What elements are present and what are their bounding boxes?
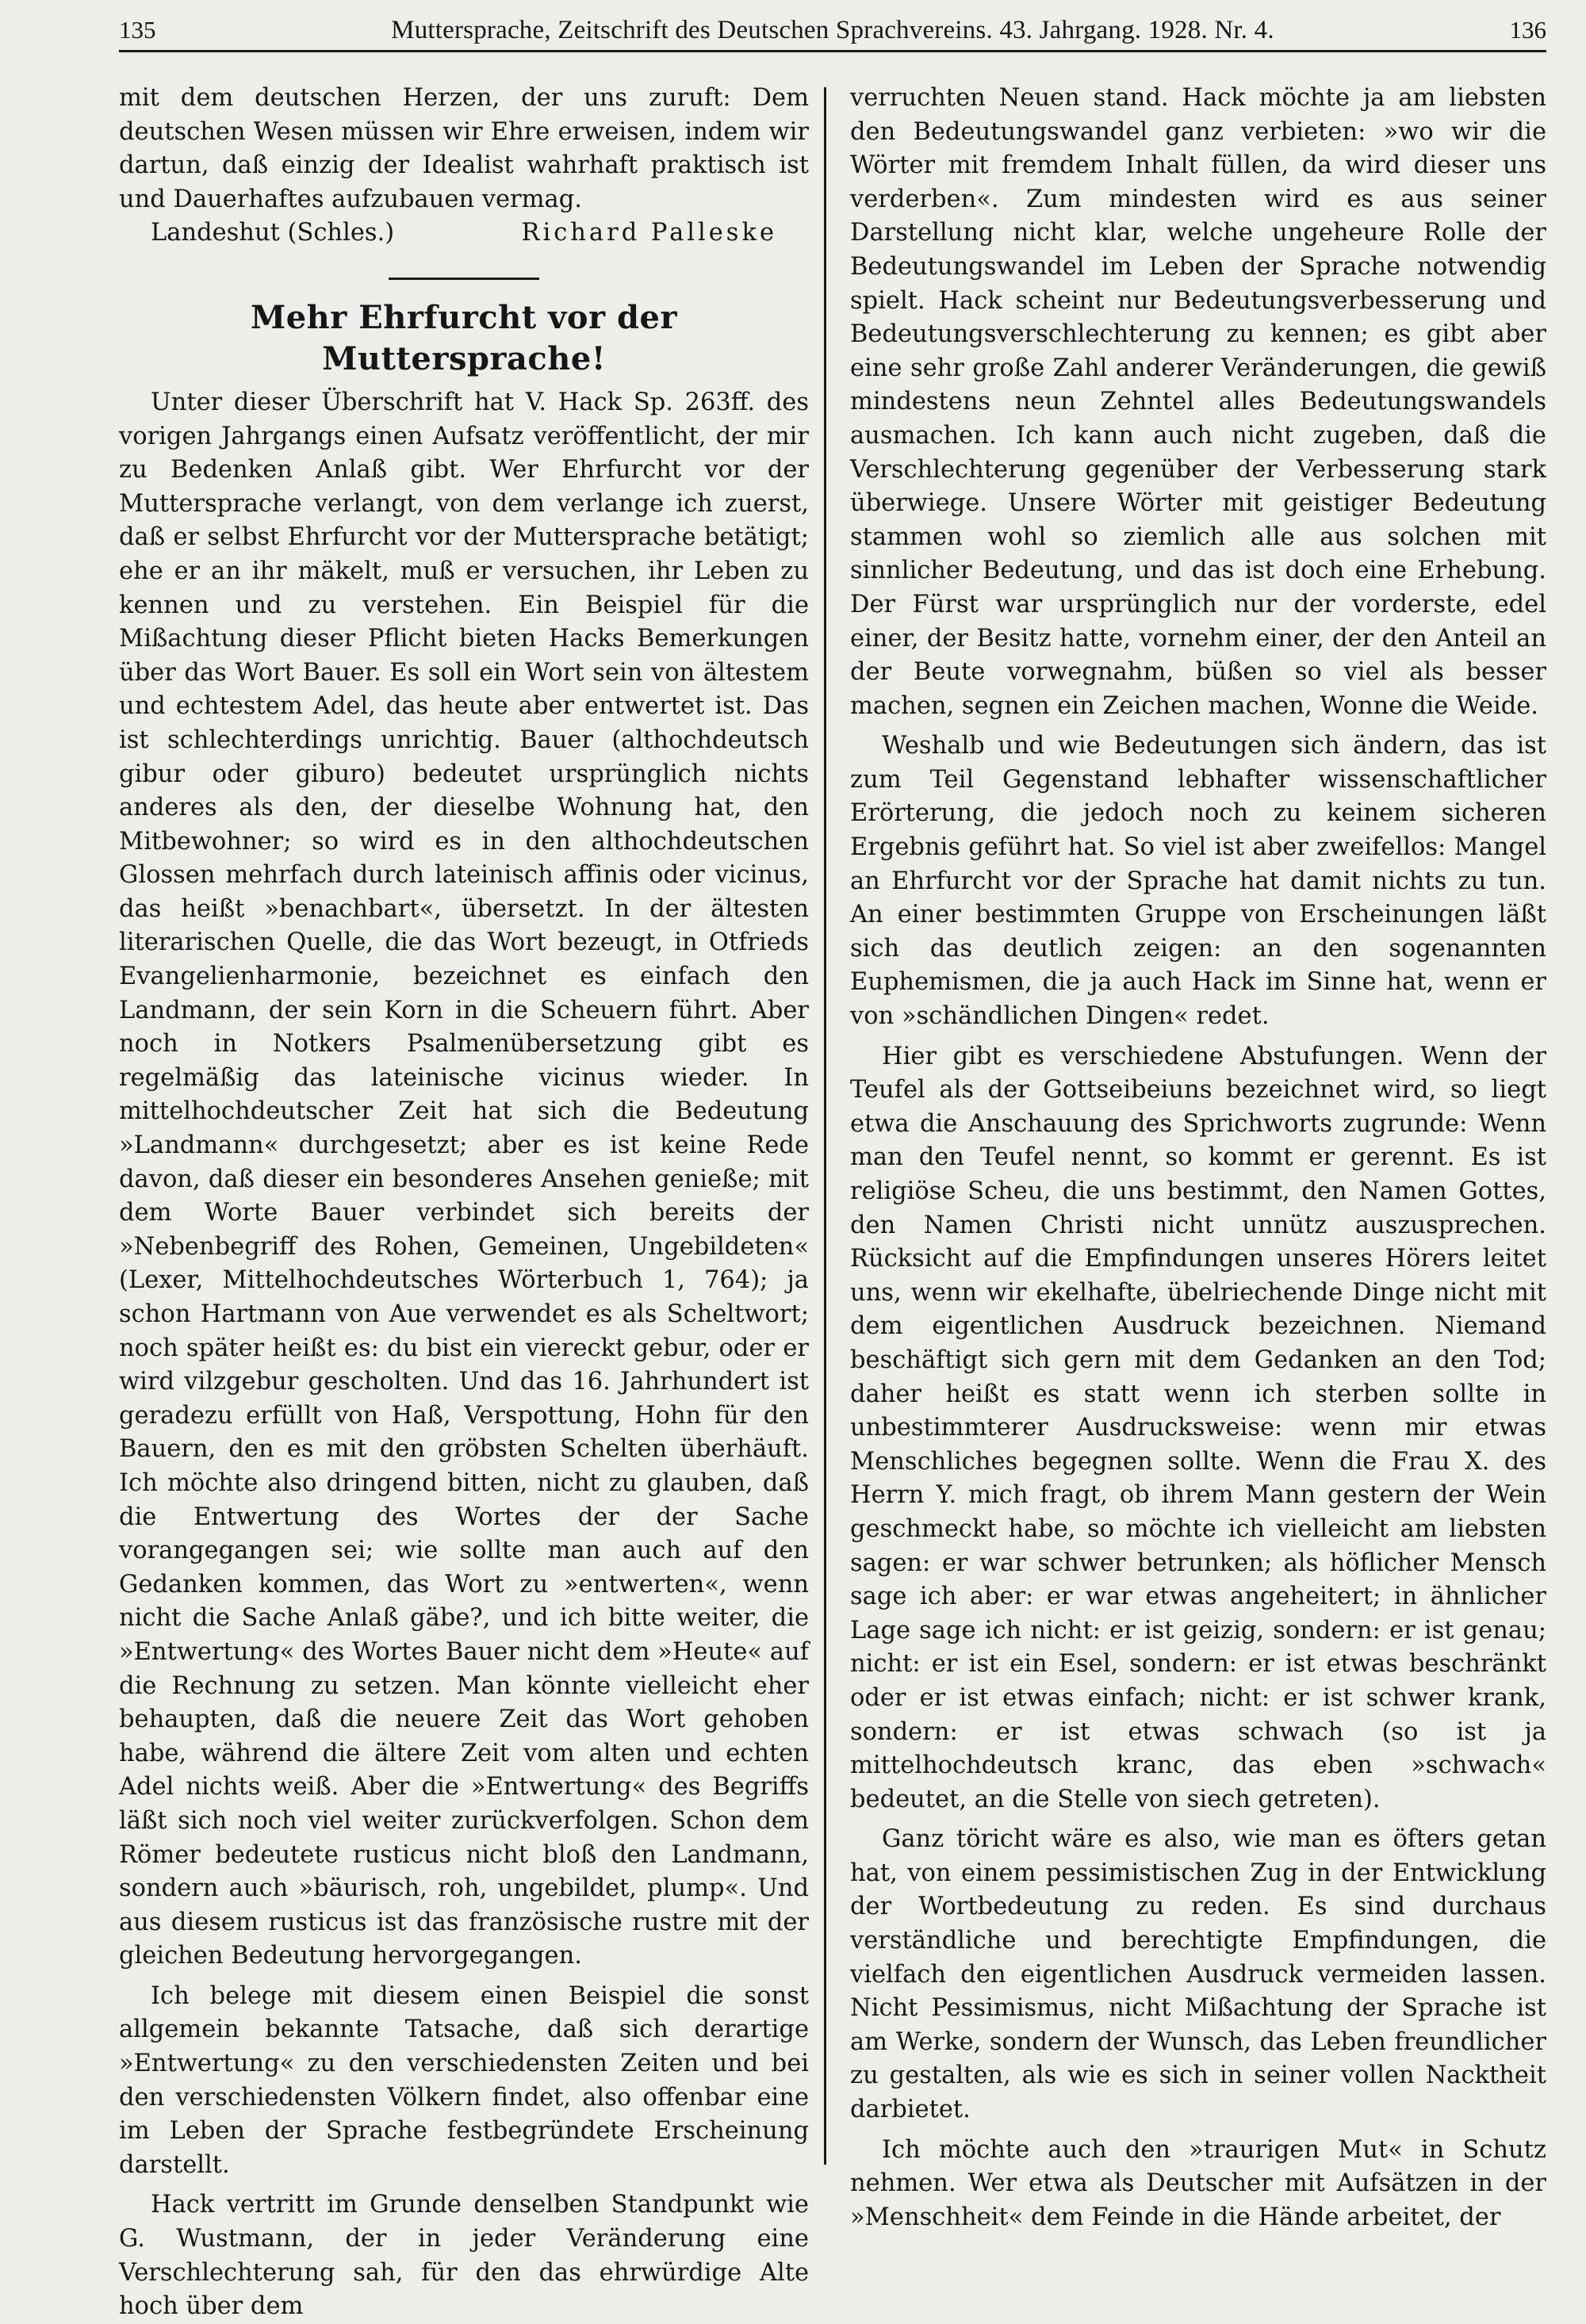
right-paragraph-5: Ich möchte auch den »traurigen Mut« in Schutz nehmen. Wer etwa als Deutscher mit Aufsätzen in der »Menschheit« dem Feinde in die Hände arbeitet, der <box>850 2135 1546 2231</box>
page-header <box>119 10 1546 51</box>
article-paragraph-3: Hack vertritt im Grunde denselben Standpunkt wie G. Wustmann, der in jeder Veränderung eine Verschlechterung sah, für den das ehrwürdige Alte hoch über dem <box>119 2191 809 2321</box>
right-paragraph-1: verruchten Neuen stand. Hack möchte ja am liebsten den Bedeutungswandel ganz verbieten: »wo wir die Wörter mit fremdem Inhalt füllen, da wird dieser uns verderben«. Zum mindesten wird es aus seiner Darstellung nicht klar, welche ungeheure Rolle der Bedeutungswandel im Leben der Sprache notwendig spielt. Hack scheint nur Bedeutungsverbesserung und Bedeutungsverschlechterung zu kennen; es gibt aber eine sehr große Zahl anderer Veränderungen, die gewiß mindestens neun Zehntel alles Bedeutungswandels ausmachen. Ich kann auch nicht zugeben, daß die Verschlechterung gegenüber der Verbesserung stark überwiege. Unsere Wörter mit geistiger Bedeutung stammen wohl so ziemlich alle aus solchen mit sinnlicher Bedeutung, und das ist doch eine Erhebung. Der Fürst war ursprünglich nur der vorderste, edel einer, der Besitz hatte, vornehm einer, der den Anteil an der Beute vorwegnahm, büßen so viel als besser machen, segnen ein Zeichen machen, Wonne die Weide. <box>850 84 1546 720</box>
right-column <box>850 82 1546 2234</box>
page-number-right: 136 <box>1509 16 1546 44</box>
article-paragraph-2: Ich belege mit diesem einen Beispiel die sonst allgemein bekannte Tatsache, daß sich derartige »Entwertung« zu den verschiedensten Zeiten und bei den verschiedensten Völkern findet, also offenbar eine im Leben der Sprache festbegründete Erscheinung darstellt. <box>119 1981 809 2179</box>
header-rule <box>119 50 1546 52</box>
page-number-left: 135 <box>119 16 156 44</box>
article-paragraph-1: Unter dieser Überschrift hat V. Hack Sp. 263ff. des vorigen Jahrgangs einen Aufsatz veröffentlicht, der mir zu Bedenken Anlaß gibt. Wer Ehrfurcht vor der Muttersprache verlangt, von dem verlange ich zuerst, daß er selbst Ehrfurcht vor der Muttersprache betätigt; ehe er an ihr mäkelt, muß er versuchen, ihr Leben zu kennen und zu verstehen. Ein Beispiel für die Mißachtung dieser Pflicht bieten Hacks Bemerkungen über das Wort Bauer. Es soll ein Wort sein von ältestem und echtestem Adel, das heute aber entwertet ist. Das ist schlechterdings unrichtig. Bauer (althochdeutsch gibur oder giburo) bedeutet ursprünglich nichts anderes als den, der dieselbe Wohnung hat, den Mitbewohner; so wird es in den althochdeutschen Glossen mehrfach durch lateinisch affinis oder vicinus, das heißt »benachbart«, übersetzt. In der ältesten literarischen Quelle, die das Wort bezeugt, in Otfrieds Evangelienharmonie, bezeichnet es einfach den Landmann, der sein Korn in die Scheuern führt. Aber noch in Notkers Psalmenübersetzung gibt es regelmäßig das lateinische vicinus wieder. In mittelhochdeutscher Zeit hat sich die Bedeutung »Landmann« durchgesetzt; aber es ist keine Rede davon, daß dieser ein besonderes Ansehen genieße; mit dem Worte Bauer verbindet sich bereits der »Nebenbegriff des Rohen, Gemeinen, Ungebildeten« (Lexer, Mittelhochdeutsches Wörterbuch 1, 764); ja schon Hartmann von Aue verwendet es als Scheltwort; noch später heißt es: du bist ein viereckt gebur, oder er wird vilzgebur gescholten. Und das 16. Jahrhundert ist geradezu erfüllt von Haß, Verspottung, Hohn für den Bauern, den es mit den gröbsten Schelten überhäuft. Ich möchte also dringend bitten, nicht zu glauben, daß die Entwertung des Wortes der der Sache vorangegangen sei; wie sollte man auch auf den Gedanken kommen, das Wort zu »entwerten«, wenn nicht die Sache Anlaß gäbe?, und ich bitte weiter, die »Entwertung« des Wortes Bauer nicht dem »Heute« auf die Rechnung zu setzen. Man könnte vielleicht eher behaupten, daß die neuere Zeit das Wort gehoben habe, während die ältere Zeit vom alten und echten Adel nichts weiß. Aber die »Entwertung« des Begriffs läßt sich noch viel weiter zurückverfolgen. Schon dem Römer bedeutete rusticus nicht bloß den Landmann, sondern auch »bäurisch, roh, ungebildet, plump«. Und aus diesem rusticus ist das französische rustre mit der gleichen Bedeutung hervorgegangen. <box>119 388 809 1970</box>
left-column <box>119 82 809 2324</box>
article-heading: Mehr Ehrfurcht vor der Muttersprache! <box>250 298 678 377</box>
intro-paragraph: mit dem deutschen Herzen, der uns zuruft: Dem deutschen Wesen müssen wir Ehre erweisen, indem wir dartun, daß einzig der Idealist wahrhaft praktisch ist und Dauerhaftes aufzubauen vermag. <box>119 84 809 213</box>
signature-author: Richard Palleske <box>521 219 777 247</box>
journal-title: Muttersprache, Zeitschrift des Deutschen Sprachvereins. 43. Jahrgang. 1928. Nr. 4. <box>391 15 1274 44</box>
column-divider <box>824 87 826 2165</box>
right-paragraph-2: Weshalb und wie Bedeutungen sich ändern, das ist zum Teil Gegenstand lebhafter wissenschaftlicher Erörterung, die jedoch noch zu keinem sicheren Ergebnis geführt hat. So viel ist aber zweifellos: Mangel an Ehrfurcht vor der Sprache hat damit nichts zu tun. An einer bestimmten Gruppe von Erscheinungen läßt sich das deutlich zeigen: an den sogenannten Euphemismen, die ja auch Hack im Sinne hat, wenn er von »schändlichen Dingen« redet. <box>850 732 1546 1031</box>
right-paragraph-4: Ganz töricht wäre es also, wie man es öfters getan hat, von einem pessimistischen Zug in der Entwicklung der Wortbedeutung zu reden. Es sind durchaus verständliche und berechtigte Empfindungen, die vielfach den eigentlichen Ausdruck vermeiden lassen. Nicht Pessimismus, nicht Mißachtung der Sprache ist am Werke, sondern der Wunsch, das Leben freundlicher zu gestalten, als wie es sich in seiner vollen Nacktheit darbietet. <box>850 1825 1546 2124</box>
section-divider <box>389 278 539 280</box>
right-paragraph-3: Hier gibt es verschiedene Abstufungen. Wenn der Teufel als der Gottseibeiuns bezeichnet wird, so liegt etwa die Anschauung des Sprichworts zugrunde: Wenn man den Teufel nennt, so kommt er gerennt. Es ist religiöse Scheu, die uns bestimmt, den Namen Gottes, den Namen Christi nicht unnütz auszusprechen. Rücksicht auf die Empfindungen unseres Hörers leitet uns, wenn wir ekelhafte, übelriechende Dinge nicht mit dem eigentlichen Ausdruck bezeichnen. Niemand beschäftigt sich gern mit dem Gedanken an den Tod; daher heißt es statt wenn ich sterben sollte in unbestimmterer Ausdrucksweise: wenn mir etwas Menschliches begegnen sollte. Wenn die Frau X. des Herrn Y. mich fragt, ob ihrem Mann gestern der Wein geschmeckt habe, so möchte ich vielleicht am liebsten sagen: er war schwer betrunken; als höflicher Mensch sage ich aber: er war etwas angeheitert; in ähnlicher Lage sage ich nicht: er ist geizig, sondern: er ist genau; nicht: er ist ein Esel, sondern: er ist etwas beschränkt oder er ist etwas einfach; nicht: er ist schwer krank, sondern: er ist etwas schwach (so ist ja mittelhochdeutsch kranc, das eben »schwach« bedeutet, an die Stelle von siech getreten). <box>850 1042 1546 1813</box>
signature <box>119 216 809 251</box>
signature-place: Landeshut (Schles.) <box>151 219 395 247</box>
